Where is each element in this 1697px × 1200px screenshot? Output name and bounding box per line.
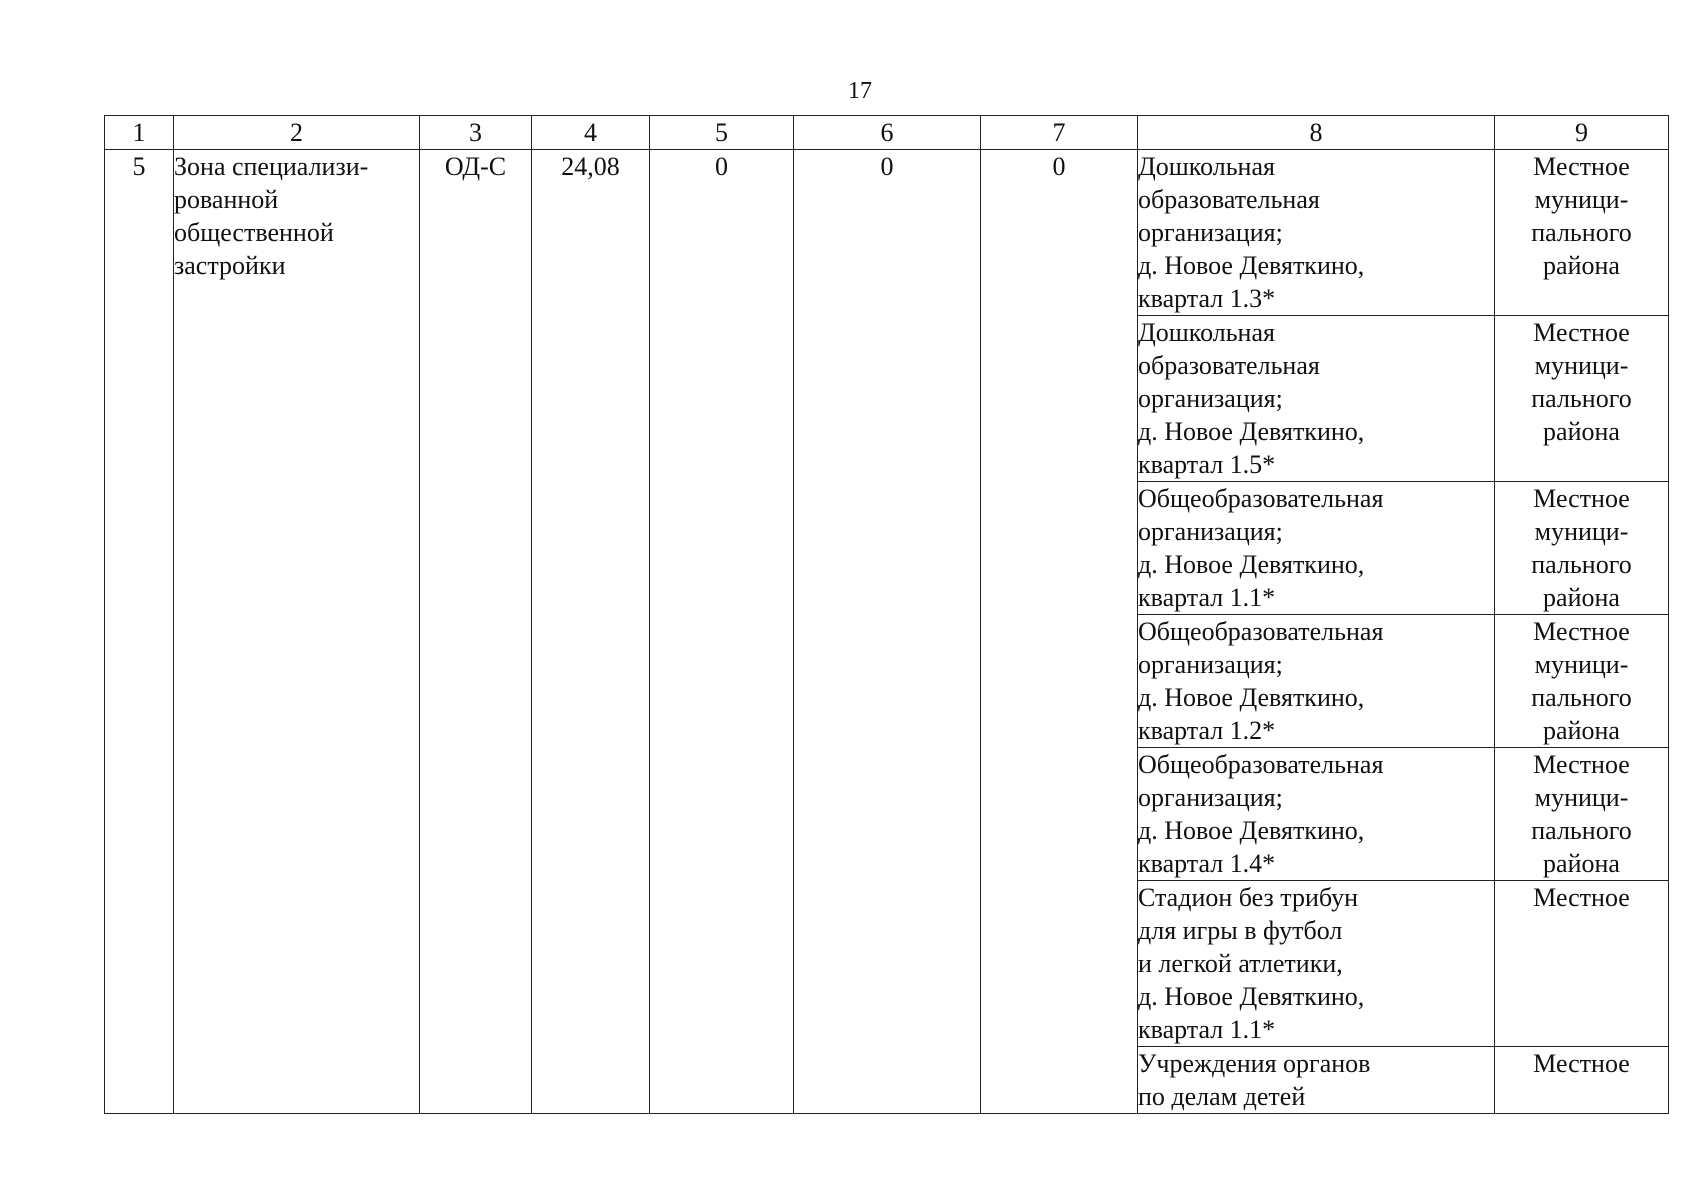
page-number: 17 [848,78,872,104]
zone-col7: 0 [981,150,1138,1047]
object-name: Дошкольная образовательная организация; д. Новое Девяткино, квартал 1.3* [1138,150,1495,316]
empty-cell [794,1047,981,1114]
object-significance: Местное [1495,1047,1669,1114]
header-cell-7: 7 [981,116,1138,150]
object-name: Общеобразовательная организация; д. Новое Девяткино, квартал 1.1* [1138,482,1495,615]
empty-cell [174,1047,420,1114]
object-name: Стадион без трибун для игры в футбол и легкой атлетики, д. Новое Девяткино, квартал 1.1* [1138,881,1495,1047]
object-significance: Местное муници- пального района [1495,150,1669,316]
zone-col6: 0 [794,150,981,1047]
header-cell-1: 1 [105,116,174,150]
empty-cell [420,1047,532,1114]
empty-cell [981,1047,1138,1114]
zone-area: 24,08 [532,150,650,1047]
object-name: Учреждения органов по делам детей [1138,1047,1495,1114]
object-name: Дошкольная образовательная организация; д. Новое Девяткино, квартал 1.5* [1138,316,1495,482]
header-cell-6: 6 [794,116,981,150]
object-significance: Местное муници- пального района [1495,615,1669,748]
header-cell-4: 4 [532,116,650,150]
zones-table [104,115,1669,1114]
header-cell-8: 8 [1138,116,1495,150]
zone-col5: 0 [650,150,794,1047]
table-row [105,1047,1669,1114]
table-row [105,150,1669,316]
header-cell-5: 5 [650,116,794,150]
header-cell-2: 2 [174,116,420,150]
header-cell-3: 3 [420,116,532,150]
object-name: Общеобразовательная организация; д. Новое Девяткино, квартал 1.2* [1138,615,1495,748]
zone-number: 5 [105,150,174,1047]
empty-cell [532,1047,650,1114]
object-significance: Местное муници- пального района [1495,316,1669,482]
object-name: Общеобразовательная организация; д. Новое Девяткино, квартал 1.4* [1138,748,1495,881]
empty-cell [650,1047,794,1114]
header-row [105,116,1669,150]
empty-cell [105,1047,174,1114]
object-significance: Местное муници- пального района [1495,482,1669,615]
object-significance: Местное [1495,881,1669,1047]
zone-code: ОД-С [420,150,532,1047]
header-cell-9: 9 [1495,116,1669,150]
object-significance: Местное муници- пального района [1495,748,1669,881]
zone-name: Зона специализи- рованной общественной застройки [174,150,420,1047]
